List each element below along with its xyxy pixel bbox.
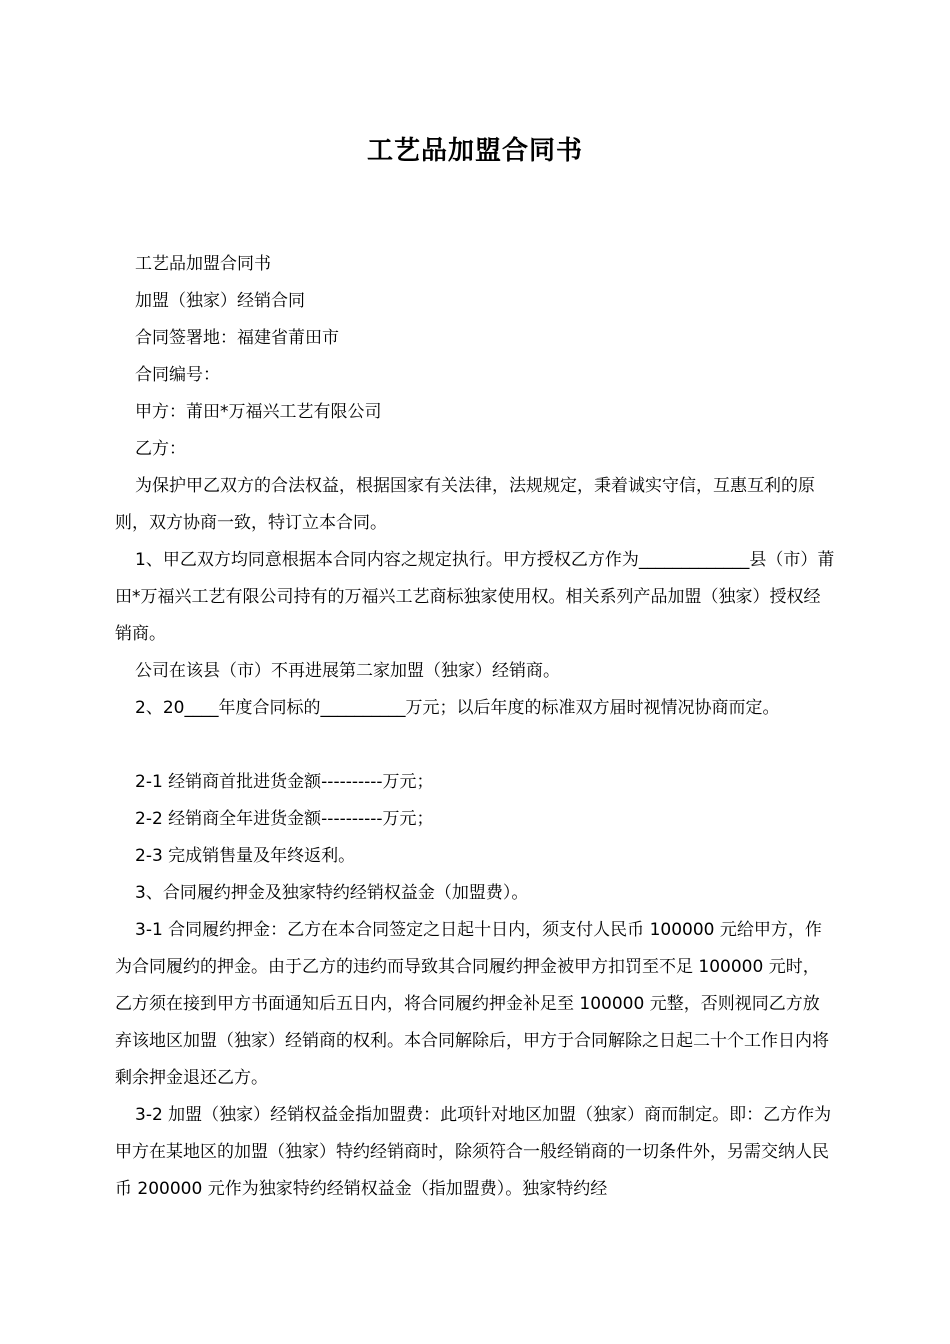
- paragraph-clause-3-2: 3-2 加盟（独家）经销权益金指加盟费：此项针对地区加盟（独家）商而制定。即：乙方作为甲方在某地区的加盟（独家）特约经销商时，除须符合一般经销商的一切条件外，另需交纳人民币 200000 元作为独家特约经销权益金（指加盟费）。独家特约经: [115, 1105, 832, 1199]
- paragraph-signing-place: 合同签署地：福建省莆田市: [135, 328, 339, 348]
- paragraph-party-b: 乙方：: [135, 439, 186, 459]
- paragraph-clause-2-3: 2-3 完成销售量及年终返利。: [135, 846, 356, 866]
- paragraph-party-a: 甲方：莆田*万福兴工艺有限公司: [135, 402, 382, 422]
- paragraph-clause-2: 2、20____年度合同标的__________万元；以后年度的标准双方届时视情况协商而定。: [135, 698, 780, 718]
- paragraph-clause-1: 1、甲乙双方均同意根据本合同内容之规定执行。甲方授权乙方作为_____________县（市）莆田*万福兴工艺有限公司持有的万福兴工艺商标独家使用权。相关系列产品加盟（独家）授权经销商。: [115, 550, 835, 644]
- paragraph-spacer: [115, 727, 835, 764]
- paragraph-clause-3-1: 3-1 合同履约押金：乙方在本合同签定之日起十日内，须支付人民币 100000 元给甲方，作为合同履约的押金。由于乙方的违约而导致其合同履约押金被甲方扣罚至不足 100000 元时，乙方须在接到甲方书面通知后五日内，将合同履约押金补足至 100000 元整，否则视同乙方放弃该地区加盟（独家）经销商的权利。本合同解除后，甲方于合同解除之日起二十个工作日内将剩余押金退还乙方。: [115, 920, 829, 1088]
- paragraph-clause-2-2: 2-2 经销商全年进货金额----------万元；: [135, 809, 434, 829]
- document-body: [115, 246, 835, 1208]
- paragraph-preamble: 为保护甲乙双方的合法权益，根据国家有关法律，法规规定，秉着诚实守信，互惠互利的原则，双方协商一致，特订立本合同。: [115, 476, 815, 533]
- paragraph-clause-1-note: 公司在该县（市）不再进展第二家加盟（独家）经销商。: [135, 661, 560, 681]
- paragraph-heading-repeat: 工艺品加盟合同书: [135, 254, 271, 274]
- paragraph-contract-number: 合同编号：: [135, 365, 220, 385]
- paragraph-contract-type: 加盟（独家）经销合同: [135, 291, 305, 311]
- paragraph-clause-3: 3、合同履约押金及独家特约经销权益金（加盟费）。: [135, 883, 529, 903]
- document-title: 工艺品加盟合同书: [366, 136, 583, 166]
- paragraph-clause-2-1: 2-1 经销商首批进货金额----------万元；: [135, 772, 434, 792]
